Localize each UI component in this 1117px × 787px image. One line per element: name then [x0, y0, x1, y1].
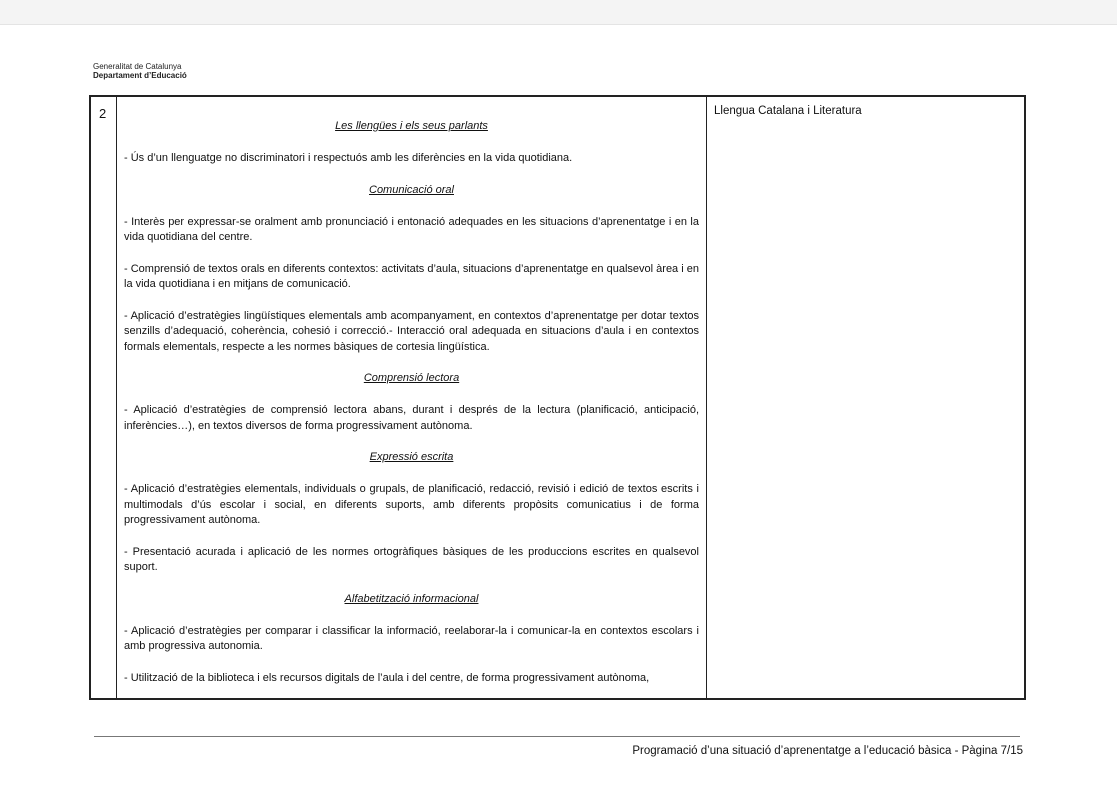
row-number: 2 — [99, 106, 107, 121]
section-title-expressio-escrita: Expressió escrita — [369, 451, 454, 463]
paragraph: - Aplicació d’estratègies per comparar i classificar la informació, reelaborar-la i comunicar-la en contextos escolars i amb progressiva autonomia. — [124, 624, 699, 652]
paragraph: - Aplicació d’estratègies de comprensió lectora abans, durant i després de la lectura (planificació, anticipació, inferències…), en textos diversos de forma progressivament autònoma. — [124, 404, 699, 432]
viewer-top-bar — [0, 0, 1117, 25]
paragraph: - Presentació acurada i aplicació de les normes ortogràfiques bàsiques de les produccions escrites en qualsevol suport. — [124, 545, 699, 573]
paragraph: - Interès per expressar-se oralment amb pronunciació i entonació adequades en les situacions d’aprenentatge i en la vida quotidiana del centre. — [124, 215, 699, 243]
section-title-alfabetitzacio: Alfabetització informacional — [344, 592, 479, 605]
content-table — [89, 95, 1026, 700]
footer-text: Programació d’una situació d’aprenentatge a l’educació bàsica - Pàgina 7/15 — [632, 745, 1023, 757]
department-name: Departament d’Educació — [93, 71, 187, 80]
org-name: Generalitat de Catalunya — [93, 62, 182, 71]
section-title-comunicacio-oral: Comunicació oral — [369, 183, 454, 196]
paragraph: - Aplicació d’estratègies lingüístiques elementals amb acompanyament, en contextos d’aprenentatge per dotar textos senzills d’adequació, coherència, cohesió i correcció.- Interacció oral adequada en situacions d’aula i en contextos formals elementals, respecte a les normes bàsiques de cortesia lingüística. — [124, 309, 699, 353]
section-title-llengues: Les llengües i els seus parlants — [335, 120, 488, 132]
organization-header — [93, 62, 187, 80]
paragraph: - Utilització de la biblioteca i els recursos digitals de l’aula i del centre, de forma progressivament autònoma, — [124, 671, 650, 684]
subject-name: Llengua Catalana i Literatura — [714, 105, 862, 117]
subject-cell — [707, 97, 1024, 700]
paragraph: - Aplicació d’estratègies elementals, individuals o grupals, de planificació, redacció, revisió i edició de textos escrits i multimodals d’ús escolar i social, en diferents suports, amb diferents propòsits comunicatius i de forma progressivament autònoma. — [124, 483, 699, 526]
content-cell — [117, 97, 707, 698]
row-number-cell — [91, 97, 117, 698]
footer-divider — [94, 736, 1020, 737]
section-title-comprensio-lectora: Comprensió lectora — [363, 372, 460, 384]
paragraph: - Ús d’un llenguatge no discriminatori i respectuós amb les diferències en la vida quotidiana. — [124, 152, 573, 164]
paragraph: - Comprensió de textos orals en diferents contextos: activitats d’aula, situacions d’aprenentatge en qualsevol àrea i en la vida quotidiana i en mitjans de comunicació. — [124, 262, 699, 290]
